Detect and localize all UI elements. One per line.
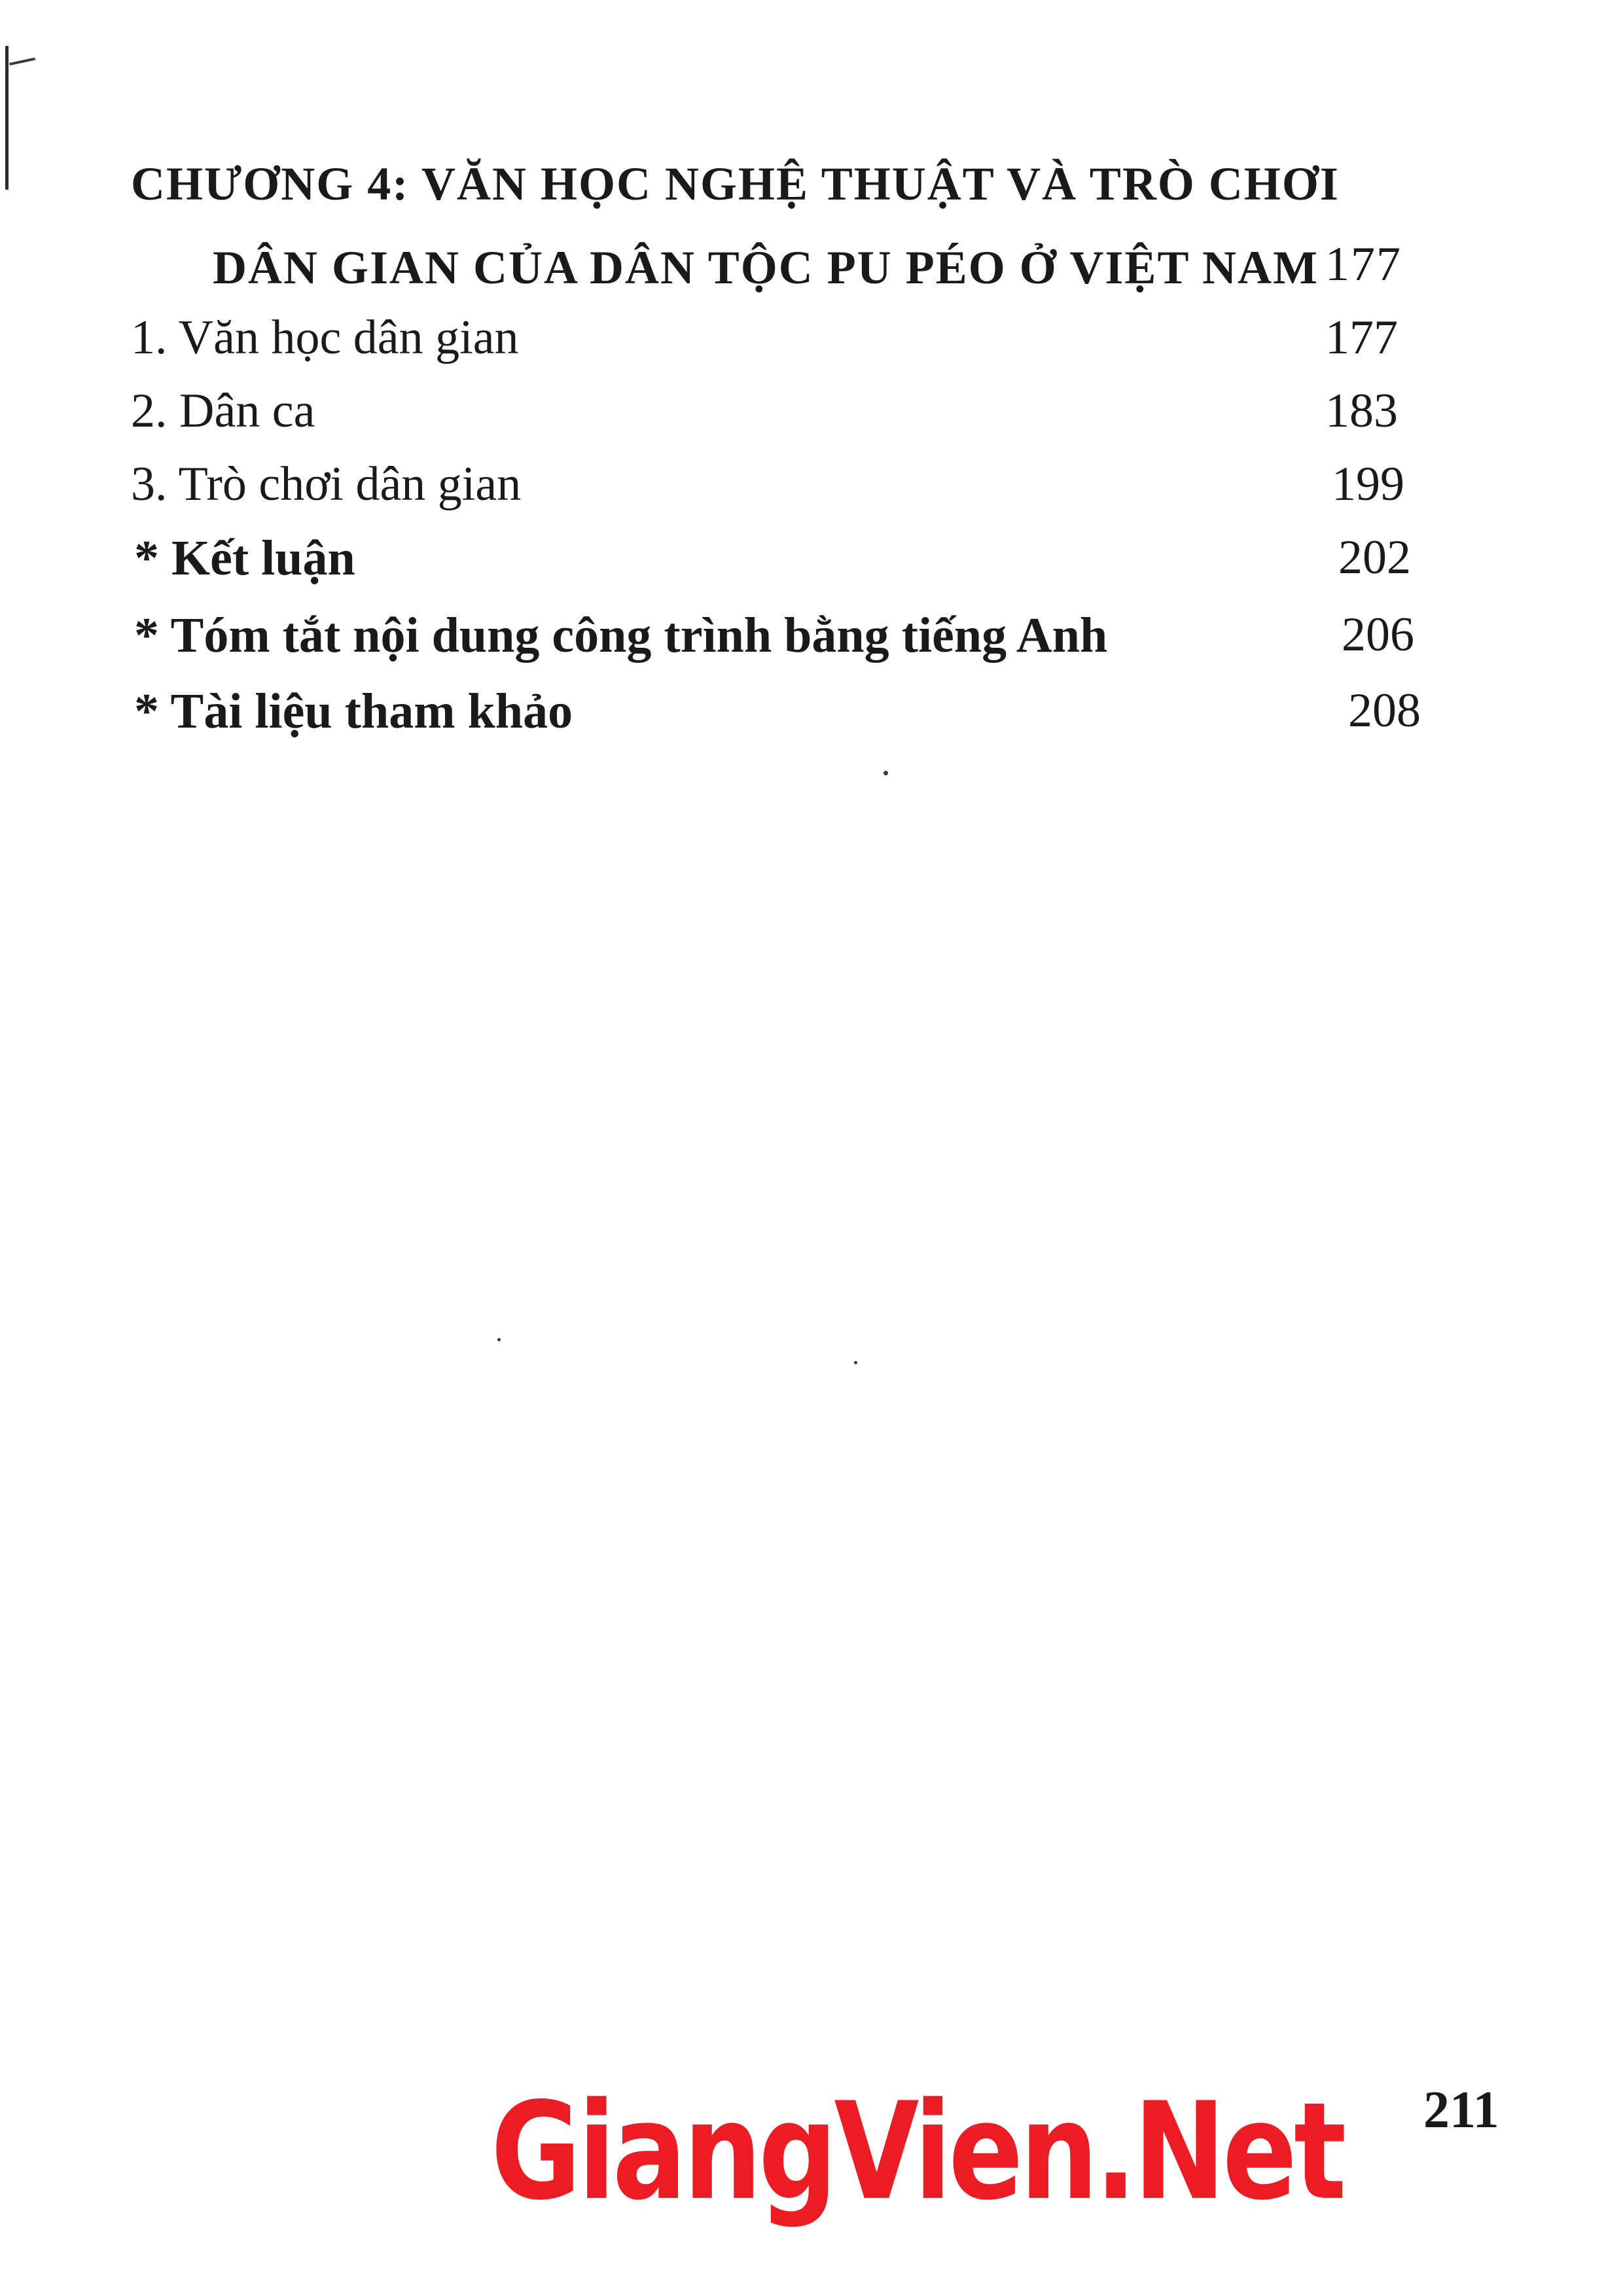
toc-entry-page: 202 xyxy=(1338,531,1411,584)
print-speck xyxy=(497,1338,501,1341)
page-edge-mark xyxy=(5,46,9,190)
page-number: 211 xyxy=(1423,2081,1499,2139)
toc-entry-label: 3. Trò chơi dân gian xyxy=(131,457,522,511)
print-speck xyxy=(854,1361,857,1364)
toc-entry-label: * Tóm tắt nội dung công trình bằng tiếng Anh xyxy=(134,608,1108,663)
toc-entry-page: 206 xyxy=(1342,608,1414,662)
toc-entry-page: 177 xyxy=(1325,311,1398,364)
chapter-title-line2: DÂN GIAN CỦA DÂN TỘC PU PÉO Ở VIỆT NAM xyxy=(213,241,1319,294)
toc-entry-label: * Tài liệu tham khảo xyxy=(134,684,573,739)
site-watermark: GiangVien.Net xyxy=(491,2074,1344,2230)
toc-entry-label: 2. Dân ca xyxy=(131,384,315,438)
toc-entry-page: 199 xyxy=(1332,457,1404,511)
print-speck xyxy=(883,771,888,775)
chapter-page-number: 177 xyxy=(1325,238,1402,291)
toc-entry-page: 183 xyxy=(1325,384,1398,438)
page-edge-tick xyxy=(9,58,35,65)
chapter-title-line1: CHƯƠNG 4: VĂN HỌC NGHỆ THUẬT VÀ TRÒ CHƠI xyxy=(131,158,1340,210)
toc-entry-label: 1. Văn học dân gian xyxy=(131,311,519,364)
chapter-heading-line1 xyxy=(131,157,1340,211)
toc-entry-page: 208 xyxy=(1348,684,1421,737)
toc-entry-label: * Kết luận xyxy=(134,531,355,586)
